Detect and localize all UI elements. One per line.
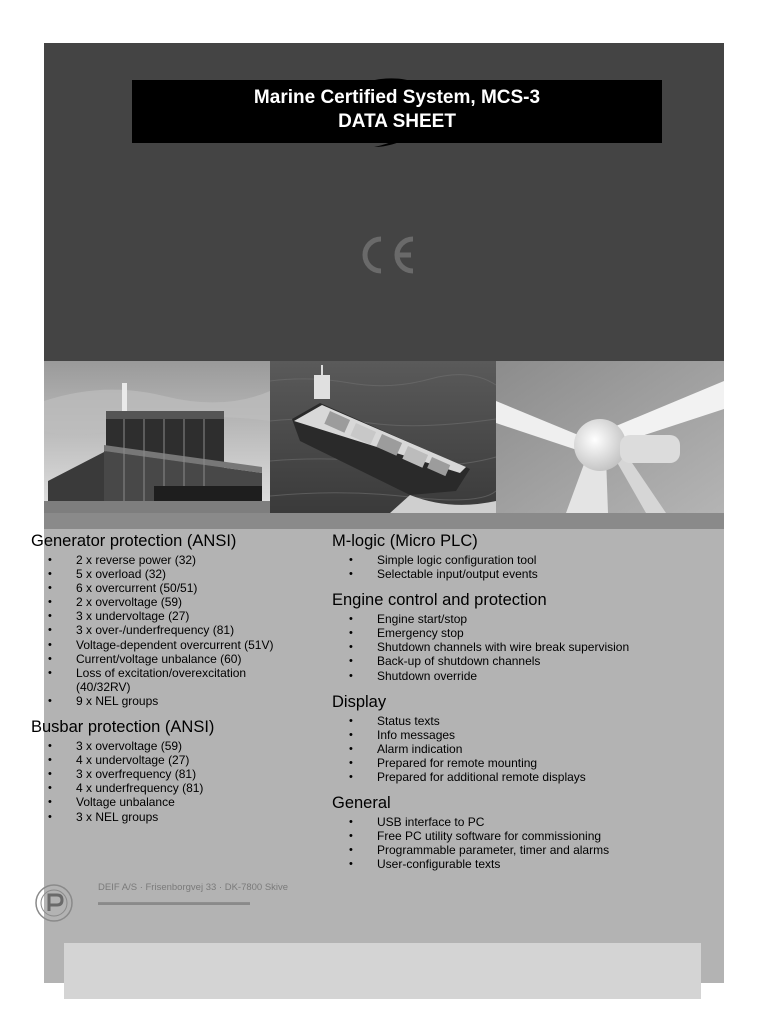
list-item: • 6 x overcurrent (50/51): [31, 581, 321, 595]
list-item: • Selectable input/output events: [332, 567, 672, 581]
mlogic-heading: M-logic (Micro PLC): [332, 532, 478, 550]
company-contact-cropped: [98, 897, 250, 901]
list-item: • Info messages: [332, 728, 672, 742]
list-item: • 5 x overload (32): [31, 567, 321, 581]
general-list: [332, 815, 672, 871]
busbar-protection-heading: Busbar protection (ANSI): [31, 718, 215, 737]
list-item: • 3 x over-/underfrequency (81): [31, 623, 321, 637]
list-item: • 4 x undervoltage (27): [31, 753, 321, 767]
list-item: • User-configurable texts: [332, 857, 672, 871]
engine-control-heading: Engine control and protection: [332, 591, 547, 610]
list-item: • Status texts: [332, 714, 672, 728]
list-item: • Current/voltage unbalance (60): [31, 652, 321, 666]
general-heading: General: [332, 794, 391, 813]
list-item: • Shutdown channels with wire break supervision: [332, 640, 672, 654]
list-item: • Prepared for remote mounting: [332, 756, 672, 770]
certification-seal-icon: [32, 879, 76, 905]
list-item: • 3 x overfrequency (81): [31, 767, 321, 781]
list-item: • Loss of excitation/overexcitation (40/32RV): [31, 666, 321, 694]
list-item: • Emergency stop: [332, 626, 672, 640]
wind-turbine-photo-icon: [496, 361, 724, 513]
list-item: • Shutdown override: [332, 669, 672, 683]
list-item: • Prepared for additional remote displays: [332, 770, 672, 784]
title-box: [132, 80, 662, 143]
title-line-1: Marine Certified System, MCS-3: [253, 87, 541, 108]
display-heading: Display: [332, 692, 387, 711]
power-plant-photo-icon: [44, 361, 270, 513]
list-item: • Voltage unbalance: [31, 795, 321, 809]
list-item: • Programmable parameter, timer and alarms: [332, 843, 672, 857]
list-item: • Free PC utility software for commissioning: [332, 829, 672, 843]
generator-protection-heading: Generator protection (ANSI): [31, 532, 237, 550]
list-item: • Alarm indication: [332, 742, 672, 756]
list-item: • USB interface to PC: [332, 815, 672, 829]
divider-bar: [44, 513, 724, 529]
list-item: • 3 x overvoltage (59): [31, 739, 321, 753]
title-line-2: DATA SHEET: [338, 111, 456, 132]
left-column: [31, 531, 321, 833]
header-band: [44, 43, 724, 361]
mlogic-list: [332, 553, 672, 581]
engine-control-list: [332, 612, 672, 682]
list-item: • 3 x undervoltage (27): [31, 609, 321, 623]
list-item: • Engine start/stop: [332, 612, 672, 626]
list-item: • 9 x NEL groups: [31, 694, 321, 708]
right-column: [332, 531, 672, 881]
photo-strip: [44, 361, 724, 513]
busbar-protection-list: [31, 739, 321, 824]
list-item: • 2 x reverse power (32): [31, 553, 321, 567]
container-ship-photo-icon: [270, 361, 496, 513]
generator-protection-list: [31, 553, 321, 708]
ce-mark-icon: [353, 233, 417, 277]
list-item: • 4 x underfrequency (81): [31, 781, 321, 795]
list-item: • Back-up of shutdown channels: [332, 654, 672, 668]
company-address: DEIF A/S · Frisenborgvej 33 · DK-7800 Skive: [98, 882, 289, 893]
list-item: • 2 x overvoltage (59): [31, 595, 321, 609]
display-list: [332, 714, 672, 784]
list-item: • 3 x NEL groups: [31, 810, 321, 824]
list-item: • Voltage-dependent overcurrent (51V): [31, 638, 321, 652]
list-item: • Simple logic configuration tool: [332, 553, 672, 567]
footer-panel: [64, 943, 701, 999]
